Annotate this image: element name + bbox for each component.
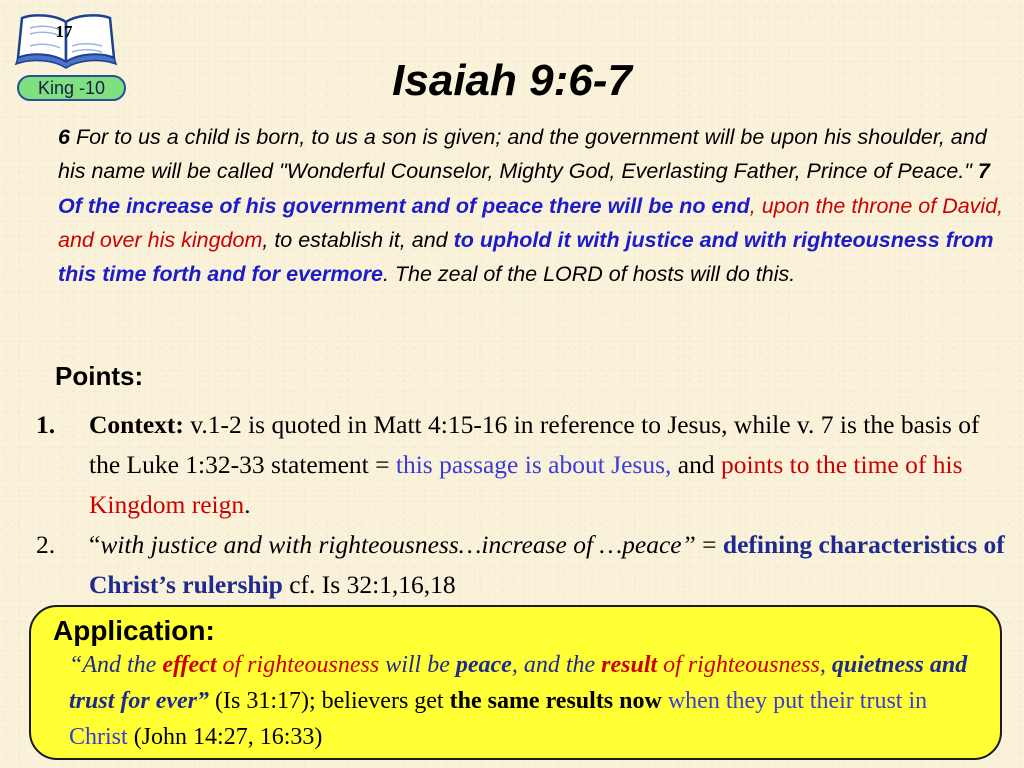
point-text: = (695, 530, 723, 559)
verse-text-highlight: to uphold it with justice and with righteousness from this time forth and for evermore (58, 227, 994, 287)
points-list (36, 405, 1006, 605)
scripture-verse (58, 120, 1008, 291)
point-text: v.1-2 is quoted in Matt 4:15-16 in reference to Jesus, while v. 7 is the basis of the Luke 1:32-33 statement = (89, 410, 980, 479)
quote-emphasis: peace (455, 652, 512, 678)
quote-emphasis: effect (162, 652, 217, 678)
list-item (36, 525, 1006, 605)
application-text-plain: (Is 31:17); believers get (209, 688, 450, 714)
quote-text: , (819, 652, 832, 678)
application-box (29, 605, 1002, 760)
application-text-bold: the same results now (449, 688, 662, 714)
application-heading: Application: (53, 615, 215, 646)
verse-number-6: 6 (58, 125, 70, 149)
point-quote: with justice and with righteousness…increase of …peace” (100, 530, 696, 559)
application-text-plain: (John 14:27, 16:33) (127, 724, 323, 750)
quote-emphasis: quietness and trust for ever” (69, 652, 968, 714)
quote-emphasis: result (601, 652, 658, 678)
quote-text: , and the (511, 652, 602, 678)
page-title: Isaiah 9:6-7 (392, 56, 632, 105)
verse-number-7: 7 (977, 159, 990, 184)
king-badge: King -10 (17, 75, 126, 101)
point-number: 2. (36, 530, 56, 559)
verse-text-red: upon the throne of David, and over his kingdom (58, 193, 1004, 252)
verse-text: , to establish it, and (262, 227, 454, 252)
verse-text: , (749, 193, 756, 218)
point-text: “ (89, 530, 101, 559)
point-label: Context: (89, 410, 184, 439)
quote-text: will be (379, 652, 456, 678)
verse-text: . The zeal of the LORD of hosts will do this. (382, 262, 796, 287)
point-text-blue: defining characteristics of Christ’s rulership (89, 530, 1005, 599)
quote-text: “And the (69, 652, 163, 678)
point-text-blue: this passage is about Jesus, (395, 450, 672, 479)
list-item (36, 405, 1006, 525)
quote-text-red: of righteousness (657, 652, 820, 678)
application-text (69, 647, 989, 755)
verse-text: For to us a child is born, to us a son is given; and the government will be upon his shoulder, and his name will be called "Wonderful Counselor, Mighty God, Everlasting Father, Prince of Peace." (58, 125, 987, 184)
point-number: 1. (36, 410, 56, 439)
application-text-blue: when they put their trust in Christ (69, 688, 928, 750)
points-heading: Points: (55, 361, 144, 391)
point-text: . (244, 490, 251, 519)
page-number: 17 (55, 22, 73, 41)
point-text: and (671, 450, 721, 479)
point-text-red: points to the time of his Kingdom reign (89, 450, 963, 519)
verse-text-highlight: Of the increase of his government and of peace there will be no end (58, 193, 750, 218)
point-text: cf. Is 32:1,16,18 (282, 570, 456, 599)
quote-text-red: of righteousness (216, 652, 380, 678)
